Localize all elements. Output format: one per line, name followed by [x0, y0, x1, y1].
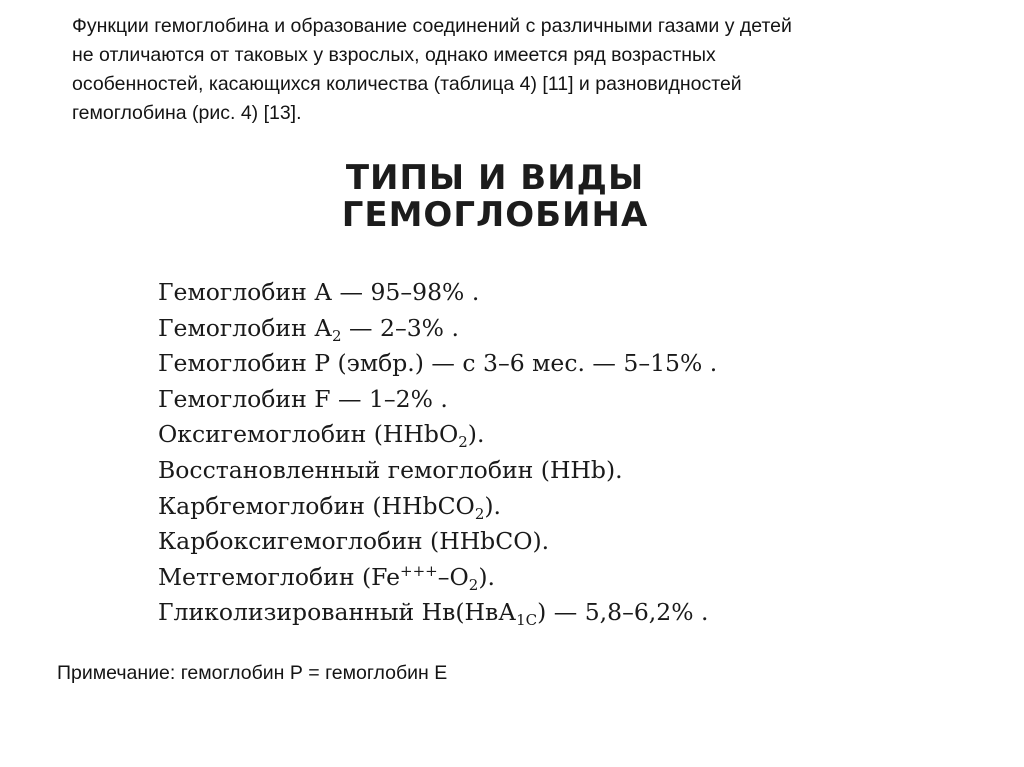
- item-text: Оксигемоглобин (HHbO: [158, 420, 459, 449]
- item-text: ).: [467, 420, 485, 449]
- list-item: [158, 346, 717, 382]
- intro-line: Функции гемоглобина и образование соединений с различными газами у детей: [72, 15, 792, 37]
- item-text: Гликолизированный Нв(НвА: [158, 598, 517, 627]
- item-text: ).: [484, 491, 502, 520]
- intro-line: особенностей, касающихся количества (таблица 4) [11] и разновидностей: [72, 73, 742, 95]
- footnote: Примечание: гемоглобин Р = гемоглобин Е: [57, 662, 448, 684]
- item-text: Карбгемоглобин (HHbCO: [158, 491, 475, 520]
- item-text: ) — 5,8–6,2% .: [537, 598, 709, 627]
- hemoglobin-list: [158, 275, 717, 631]
- item-subscript: 2: [474, 504, 485, 523]
- figure-title-line: ТИПЫ И ВИДЫ: [345, 158, 645, 198]
- item-text: Карбоксигемоглобин (HHbCO).: [158, 527, 550, 556]
- item-text: — 2–3% .: [341, 313, 459, 342]
- list-item: [158, 417, 717, 453]
- item-text: –O: [437, 562, 469, 591]
- list-item: [158, 489, 717, 525]
- list-item: [158, 453, 717, 489]
- item-text: ).: [478, 562, 495, 591]
- item-subscript: 2: [332, 326, 342, 345]
- hemoglobin-types-figure: [150, 150, 870, 650]
- item-text: Гемоглобин А: [158, 313, 333, 342]
- intro-line: не отличаются от таковых у взрослых, однако имеется ряд возрастных: [72, 44, 716, 66]
- item-text: Гемоглобин Р (эмбр.) — с 3–6 мес. — 5–15% .: [158, 349, 718, 378]
- intro-line: гемоглобина (рис. 4) [13].: [72, 102, 302, 124]
- figure-title-line: ГЕМОГЛОБИНА: [341, 195, 649, 235]
- item-subscript: 2: [458, 433, 468, 452]
- item-superscript: +++: [400, 561, 438, 580]
- list-item: [158, 560, 717, 596]
- list-item: [158, 524, 717, 560]
- item-text: Восстановленный гемоглобин (HHb).: [158, 455, 623, 484]
- list-item: [158, 275, 717, 311]
- list-item: [158, 382, 717, 418]
- item-text: Метгемоглобин (Fe: [158, 562, 401, 591]
- item-subscript: 2: [468, 575, 479, 594]
- intro-paragraph: [72, 12, 972, 128]
- item-text: Гемоглобин А — 95–98% .: [158, 278, 480, 306]
- item-subscript: 1С: [516, 611, 538, 630]
- figure-title: [150, 160, 840, 234]
- list-item: [158, 311, 717, 347]
- list-item: [158, 595, 717, 631]
- item-text: Гемоглобин F — 1–2% .: [158, 384, 448, 413]
